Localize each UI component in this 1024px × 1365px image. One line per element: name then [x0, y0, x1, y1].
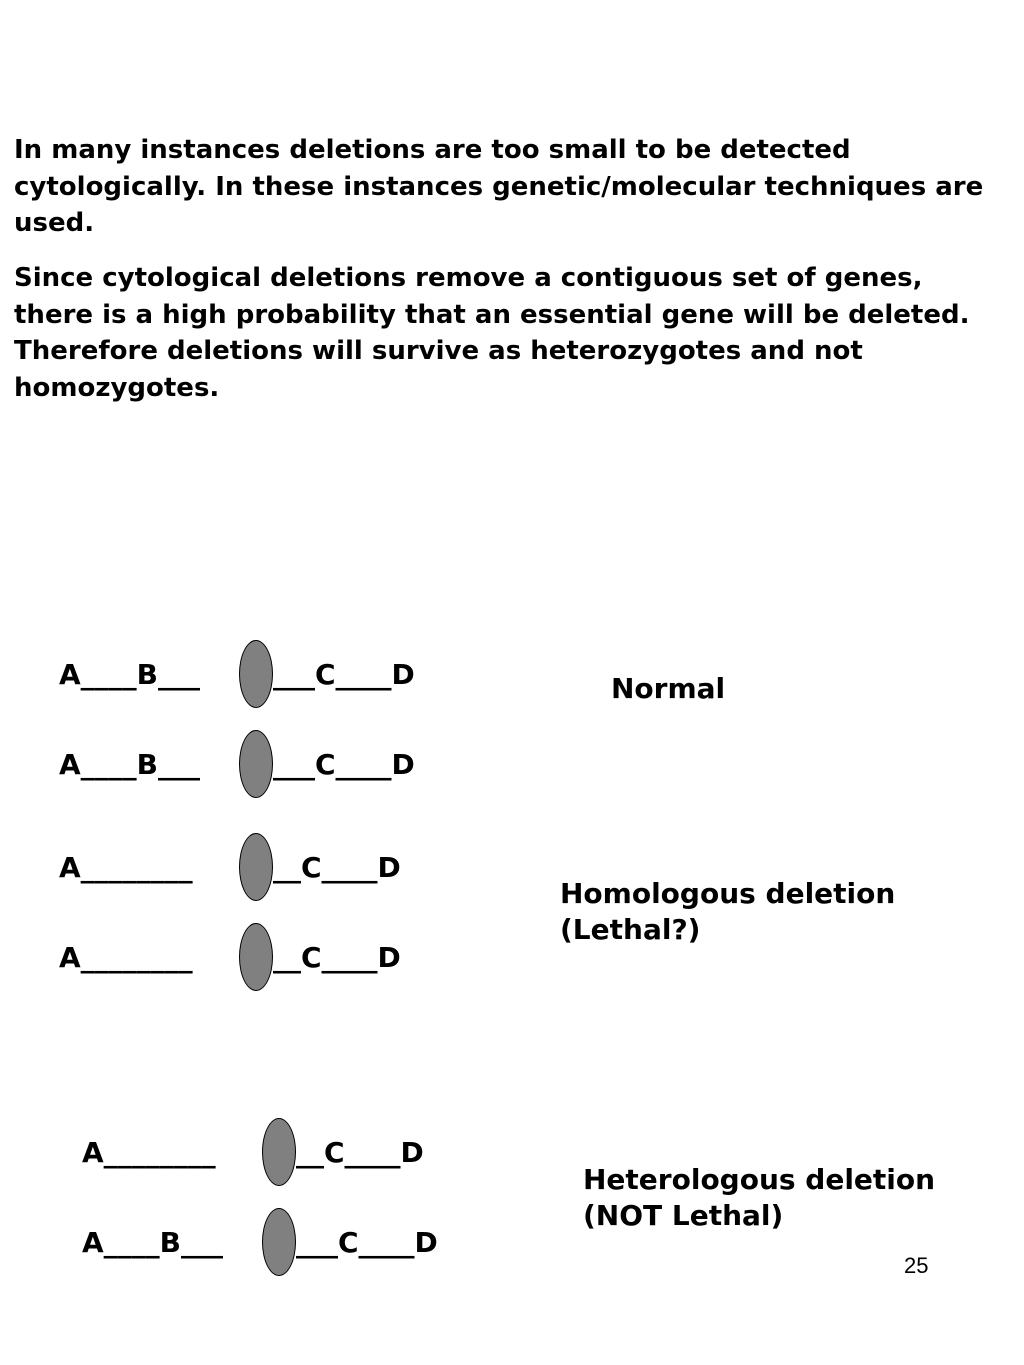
chromosome-normal-2 — [59, 735, 459, 795]
chromosome-heterologous-1 — [82, 1123, 482, 1183]
label-heterologous-title: Heterologous deletion — [583, 1163, 936, 1196]
chromosome-left-arm: A____B___ — [59, 748, 201, 781]
chromosome-homologous-2 — [59, 928, 459, 988]
page-number: 25 — [904, 1253, 929, 1278]
label-heterologous — [583, 1162, 935, 1234]
chromosome-homologous-1 — [59, 838, 459, 898]
intro-paragraph: In many instances deletions are too small to be detected cytologically. In these instances genetic/molecular techniques are used. — [14, 135, 984, 238]
chromosome-right-arm: __C____D — [273, 851, 401, 884]
chromosome-right-arm: __C____D — [273, 941, 401, 974]
centromere-icon — [239, 640, 273, 708]
chromosome-left-arm: A________ — [59, 851, 193, 884]
label-homologous — [560, 876, 895, 948]
chromosome-left-arm: A____B___ — [59, 658, 201, 691]
chromosome-normal-1 — [59, 645, 459, 705]
label-homologous-title: Homologous deletion — [560, 877, 896, 910]
centromere-icon — [239, 833, 273, 901]
label-heterologous-note: (NOT Lethal) — [583, 1199, 784, 1232]
chromosome-right-arm: __C____D — [296, 1136, 424, 1169]
chromosome-right-arm: ___C____D — [296, 1226, 438, 1259]
label-homologous-note: (Lethal?) — [560, 913, 701, 946]
chromosome-left-arm: A________ — [59, 941, 193, 974]
chromosome-right-arm: ___C____D — [273, 748, 415, 781]
centromere-icon — [239, 923, 273, 991]
centromere-icon — [239, 730, 273, 798]
chromosome-left-arm: A____B___ — [82, 1226, 224, 1259]
explanation-paragraph: Since cytological deletions remove a contiguous set of genes, there is a high probability that an essential gene will be deleted. Therefore deletions will survive as heterozygotes and not homozygotes. — [14, 263, 970, 403]
chromosome-heterologous-2 — [82, 1213, 482, 1273]
chromosome-left-arm: A________ — [82, 1136, 216, 1169]
centromere-icon — [262, 1118, 296, 1186]
centromere-icon — [262, 1208, 296, 1276]
label-normal: Normal — [611, 672, 726, 705]
chromosome-right-arm: ___C____D — [273, 658, 415, 691]
